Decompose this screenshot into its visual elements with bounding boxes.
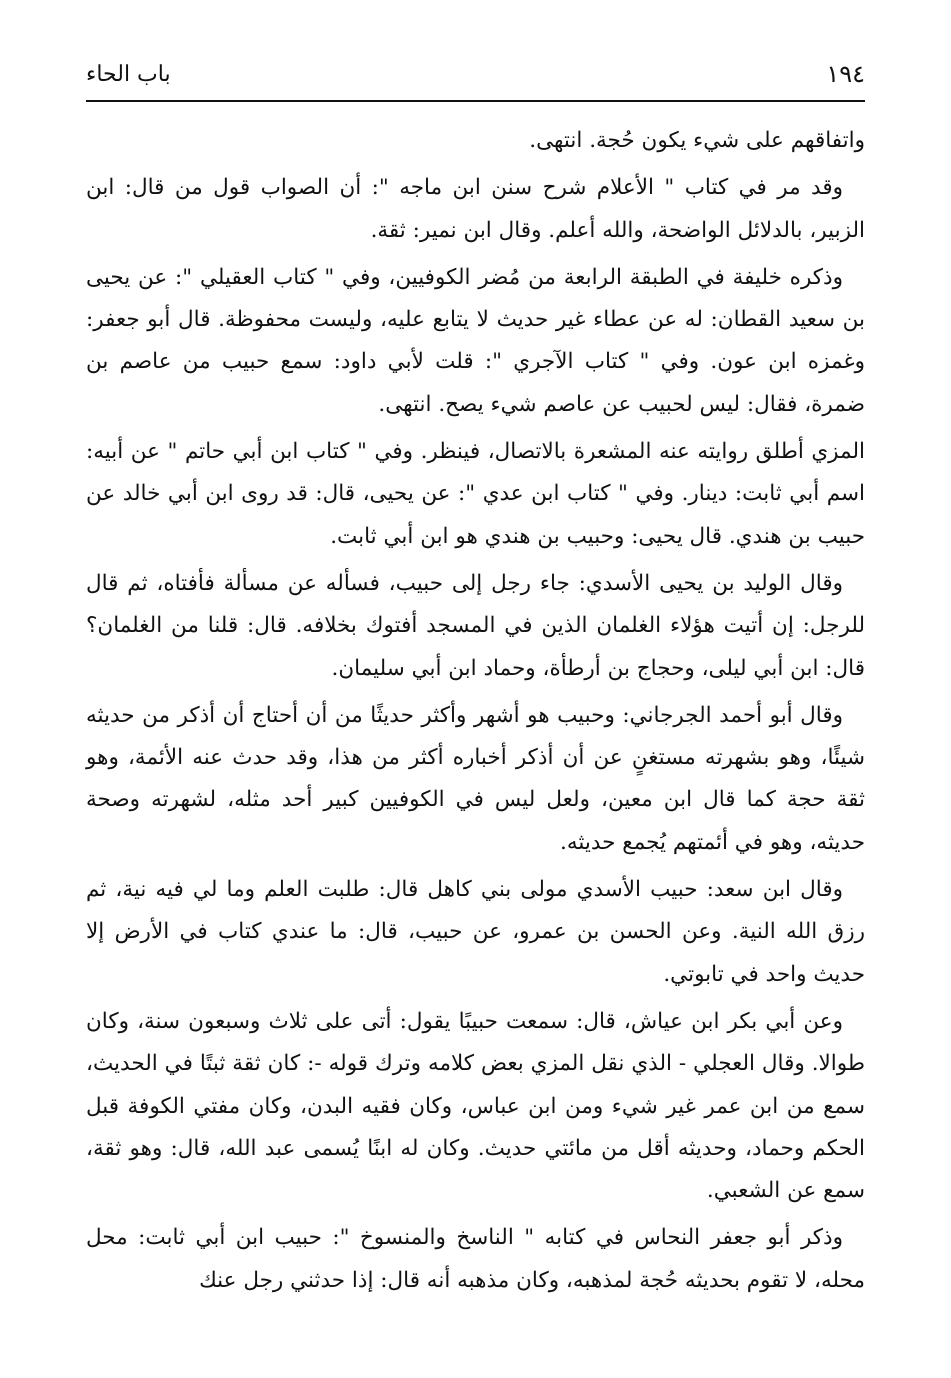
- header-rule: [86, 100, 865, 102]
- chapter-title: باب الحاء: [86, 61, 171, 87]
- paragraph: واتفاقهم على شيء يكون حُجة. انتهى.: [529, 128, 865, 153]
- paragraph: وذكره خليفة في الطبقة الرابعة من مُضر الكوفيين، وفي " كتاب العقيلي ": عن يحيى بن سعيد القطان: له عن عطاء غير حديث لا يتابع عليه، وليست محفوظة. قال أبو جعفر: وغمزه ابن عون. وفي " كتاب الآجري ": قلت لأبي داود: سمع حبيب من عاصم بن ضمرة، فقال: ليس لحبيب عن عاصم شيء يصح. انتهى.: [86, 264, 865, 417]
- paragraph: المزي أطلق روايته عنه المشعرة بالاتصال، فينظر. وفي " كتاب ابن أبي حاتم " عن أبيه: اسم أبي ثابت: دينار. وفي " كتاب ابن عدي ": عن يحيى، قال: قد روى ابن أبي خالد عن حبيب بن هندي. قال يحيى: وحبيب بن هندي هو ابن أبي ثابت.: [86, 439, 865, 549]
- paragraph: وقال أبو أحمد الجرجاني: وحبيب هو أشهر وأكثر حديثًا من أن أحتاج أن أذكر من حديثه شيئًا، وهو بشهرته مستغنٍ عن أن أذكر أخباره أكثر من هذا، وقد حدث عنه الأئمة، وهو ثقة حجة كما قال ابن معين، ولعل ليس في الكوفيين كبير أحد مثله، لشهرته وصحة حديثه، وهو في أئمتهم يُجمع حديثه.: [86, 702, 865, 855]
- page-body: [86, 120, 865, 1307]
- page-number: ١٩٤: [826, 60, 865, 88]
- page-header: [86, 56, 865, 92]
- paragraph: وقال الوليد بن يحيى الأسدي: جاء رجل إلى حبيب، فسأله عن مسألة فأفتاه، ثم قال للرجل: إن أتيت هؤلاء الغلمان الذين في المسجد أفتوك بخلافه. قال: قلنا من الغلمان؟ قال: ابن أبي ليلى، وحجاج بن أرطأة، وحماد ابن أبي سليمان.: [86, 570, 865, 681]
- paragraph: وقال ابن سعد: حبيب الأسدي مولى بني كاهل قال: طلبت العلم وما لي فيه نية، ثم رزق الله النية. وعن الحسن بن عمرو، عن حبيب، قال: ما عندي كتاب في الأرض إلا حديث واحد في تابوتي.: [86, 877, 865, 987]
- paragraph: وذكر أبو جعفر النحاس في كتابه " الناسخ والمنسوخ ": حبيب ابن أبي ثابت: محل محله، لا تقوم بحديثه حُجة لمذهبه، وكان مذهبه أنه قال: إذا حدثني رجل عنك: [86, 1225, 865, 1293]
- paragraph: وقد مر في كتاب " الأعلام شرح سنن ابن ماجه ": أن الصواب قول من قال: ابن الزبير، بالدلائل الواضحة، والله أعلم. وقال ابن نمير: ثقة.: [86, 175, 865, 243]
- paragraph: وعن أبي بكر ابن عياش، قال: سمعت حبيبًا يقول: أتى على ثلاث وسبعون سنة، وكان طوالا. وقال العجلي - الذي نقل المزي بعض كلامه وترك قوله -: كان ثقة ثبتًا في الحديث، سمع من ابن عمر غير شيء ومن ابن عباس، وكان فقيه البدن، وكان مفتي الكوفة قبل الحكم وحماد، وحديثه أقل من مائتي حديث. وكان له ابنًا يُسمى عبد الله، قال: وهو ثقة، سمع عن الشعبي.: [86, 1008, 865, 1204]
